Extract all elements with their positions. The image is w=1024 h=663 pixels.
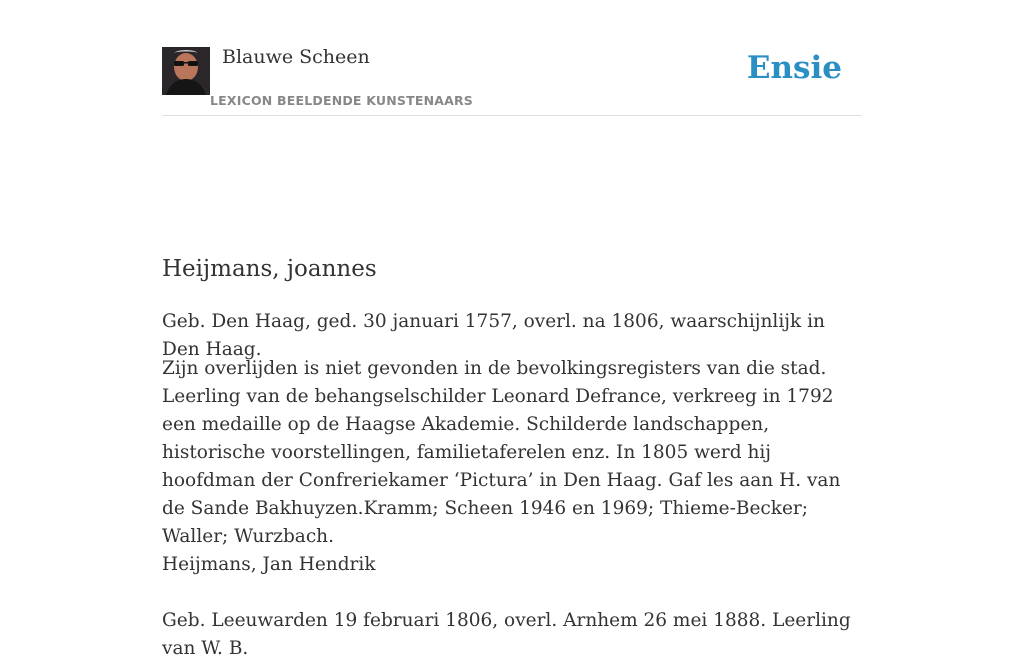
brand-logo[interactable]: Ensie: [746, 50, 842, 86]
page: [162, 0, 862, 659]
avatar-image: [162, 47, 210, 95]
author-name[interactable]: Blauwe Scheen: [222, 46, 370, 68]
header: [162, 0, 862, 116]
paragraph: Geb. Den Haag, ged. 30 januari 1757, overl. na 1806, waarschijnlijk in Den Haag.: [162, 311, 825, 360]
entry-title: Heijmans, joannes: [162, 256, 377, 282]
avatar[interactable]: [162, 47, 210, 95]
paragraph: Geb. Leeuwarden 19 februari 1806, overl. Arnhem 26 mei 1888. Leerling van W. B.: [162, 610, 851, 659]
category-link[interactable]: LEXICON BEELDENDE KUNSTENAARS: [210, 93, 474, 108]
paragraph: Heijmans, Jan Hendrik: [162, 554, 376, 575]
paragraph: Zijn overlijden is niet gevonden in de bevolkingsregisters van die stad. Leerling van de behangselschilder Leonard Defrance, verkreeg in 1792 een medaille op de Haagse Akademie. Schilderde landschappen, historische voorstellingen, familietaferelen enz. In 1805 werd hij hoofdman der Confreriekamer ‘Pictura’ in Den Haag. Gaf les aan H. van de Sande Bakhuyzen.Kramm; Scheen 1946 en 1969; Thieme-Becker; Waller; Wurzbach.: [162, 358, 841, 547]
